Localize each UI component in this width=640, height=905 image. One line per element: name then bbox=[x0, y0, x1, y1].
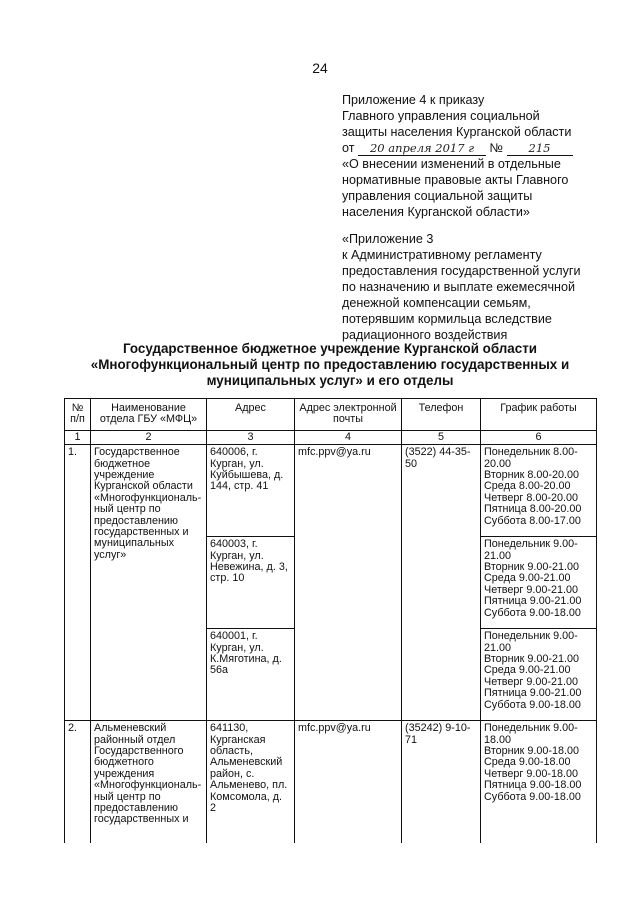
schedule-line: Вторник 8.00-20.00 bbox=[484, 469, 580, 482]
regulation-appendix-line: денежной компенсации семьям, bbox=[342, 296, 531, 310]
schedule-line: Пятница 8.00-20.00 bbox=[484, 503, 582, 516]
regulation-appendix-line: потерявшим кормильца вследствие bbox=[342, 312, 552, 326]
header-address: Адрес bbox=[207, 399, 295, 431]
schedule-line: Вторник 9.00-18.00 bbox=[484, 745, 580, 758]
order-appendix-line: Приложение 4 к приказу bbox=[342, 93, 485, 107]
department-name: Государственное бюджетное учреждение Курганской области «Многофункциональ-ный центр по предоставлению государственных и муниципальных услуг» bbox=[91, 445, 207, 721]
column-number-row bbox=[65, 430, 597, 444]
regulation-appendix-line: по назначению и выплате ежемесячной bbox=[342, 280, 576, 294]
header-schedule: График работы bbox=[481, 399, 597, 431]
schedule-line: Понедельник 8.00-20.00 bbox=[484, 446, 578, 470]
order-appendix-line: «О внесении изменений в отдельные bbox=[342, 157, 561, 171]
office-address: 640001, г. Курган, ул. К.Мяготина, д. 56а bbox=[207, 629, 295, 721]
schedule-line: Вторник 9.00-21.00 bbox=[484, 561, 580, 574]
order-appendix-line: управления социальной защиты bbox=[342, 189, 533, 203]
phone-number: (3522) 44-35-50 bbox=[402, 445, 481, 721]
header-phone: Телефон bbox=[402, 399, 481, 431]
regulation-appendix-block bbox=[342, 231, 602, 343]
schedule-line: Пятница 9.00-21.00 bbox=[484, 595, 582, 608]
regulation-appendix-line: предоставления государственной услуги bbox=[342, 264, 581, 278]
regulation-appendix-line: «Приложение 3 bbox=[342, 232, 434, 246]
column-number: 1 bbox=[65, 430, 91, 444]
schedule-line: Суббота 9.00-18.00 bbox=[484, 790, 581, 803]
title-line: муниципальных услуг» и его отделы bbox=[206, 373, 454, 388]
row-number: 2. bbox=[65, 721, 91, 843]
email-address: mfc.ppv@ya.ru bbox=[295, 445, 402, 721]
table-row bbox=[65, 721, 597, 843]
mfc-offices-table bbox=[64, 398, 597, 843]
order-appendix-line: Главного управления социальной bbox=[342, 109, 540, 123]
order-appendix-line: защиты населения Курганской области bbox=[342, 125, 572, 139]
number-label: № bbox=[489, 141, 504, 155]
office-address: 640003, г. Курган, ул. Невежина, д. 3, стр. 10 bbox=[207, 537, 295, 629]
email-address: mfc.ppv@ya.ru bbox=[295, 721, 402, 843]
title-line: Государственное бюджетное учреждение Курганской области bbox=[122, 341, 537, 356]
order-appendix-line: населения Курганской области» bbox=[342, 205, 530, 219]
schedule-line: Четверг 9.00-18.00 bbox=[484, 767, 578, 780]
row-number: 1. bbox=[65, 445, 91, 721]
page-number: 24 bbox=[312, 60, 328, 76]
header-number: № п/п bbox=[65, 399, 91, 431]
title-line: «Многофункциональный центр по предоставлению государственных и bbox=[90, 357, 570, 372]
schedule-line: Понедельник 9.00-18.00 bbox=[484, 722, 578, 746]
work-schedule bbox=[481, 629, 597, 721]
schedule-line: Четверг 9.00-21.00 bbox=[484, 675, 578, 688]
column-number: 5 bbox=[402, 430, 481, 444]
department-name: Альменевский районный отдел Государственного бюджетного учреждения «Многофункциональ-ный центр по предоставлению государственных и bbox=[91, 721, 207, 843]
table-header-row bbox=[65, 399, 597, 431]
column-number: 2 bbox=[91, 430, 207, 444]
schedule-line: Пятница 9.00-21.00 bbox=[484, 687, 582, 700]
order-date-line bbox=[342, 140, 602, 156]
from-label: от bbox=[342, 141, 355, 155]
office-address: 641130, Курганская область, Альменевский район, с. Альменево, пл. Комсомола, д. 2 bbox=[207, 721, 295, 843]
schedule-line: Понедельник 9.00-21.00 bbox=[484, 630, 578, 654]
column-number: 4 bbox=[295, 430, 402, 444]
header-email: Адрес электронной почты bbox=[295, 399, 402, 431]
schedule-line: Понедельник 9.00-21.00 bbox=[484, 538, 578, 562]
schedule-line: Пятница 9.00-18.00 bbox=[484, 779, 582, 792]
schedule-line: Четверг 9.00-21.00 bbox=[484, 583, 578, 596]
schedule-line: Среда 8.00-20.00 bbox=[484, 480, 571, 493]
document-title bbox=[60, 341, 600, 389]
schedule-line: Суббота 9.00-18.00 bbox=[484, 606, 581, 619]
column-number: 3 bbox=[207, 430, 295, 444]
schedule-line: Суббота 8.00-17.00 bbox=[484, 514, 581, 527]
schedule-line: Среда 9.00-18.00 bbox=[484, 756, 571, 769]
table-row bbox=[65, 445, 597, 537]
column-number: 6 bbox=[481, 430, 597, 444]
regulation-appendix-line: к Административному регламенту bbox=[342, 248, 542, 262]
order-appendix-block bbox=[342, 92, 602, 220]
schedule-line: Среда 9.00-21.00 bbox=[484, 664, 571, 677]
schedule-line: Суббота 9.00-18.00 bbox=[484, 698, 581, 711]
order-appendix-line: нормативные правовые акты Главного bbox=[342, 173, 569, 187]
header-department: Наименование отдела ГБУ «МФЦ» bbox=[91, 399, 207, 431]
work-schedule bbox=[481, 721, 597, 843]
phone-number: (35242) 9-10-71 bbox=[402, 721, 481, 843]
work-schedule bbox=[481, 445, 597, 537]
handwritten-number: 215 bbox=[507, 142, 573, 156]
regulation-appendix-line: радиационного воздействия bbox=[342, 328, 508, 342]
schedule-line: Вторник 9.00-21.00 bbox=[484, 653, 580, 666]
handwritten-date: 20 апреля 2017 г bbox=[358, 142, 486, 156]
work-schedule bbox=[481, 537, 597, 629]
office-address: 640006, г. Курган, ул. Куйбышева, д. 144, стр. 41 bbox=[207, 445, 295, 537]
schedule-line: Четверг 8.00-20.00 bbox=[484, 491, 578, 504]
schedule-line: Среда 9.00-21.00 bbox=[484, 572, 571, 585]
